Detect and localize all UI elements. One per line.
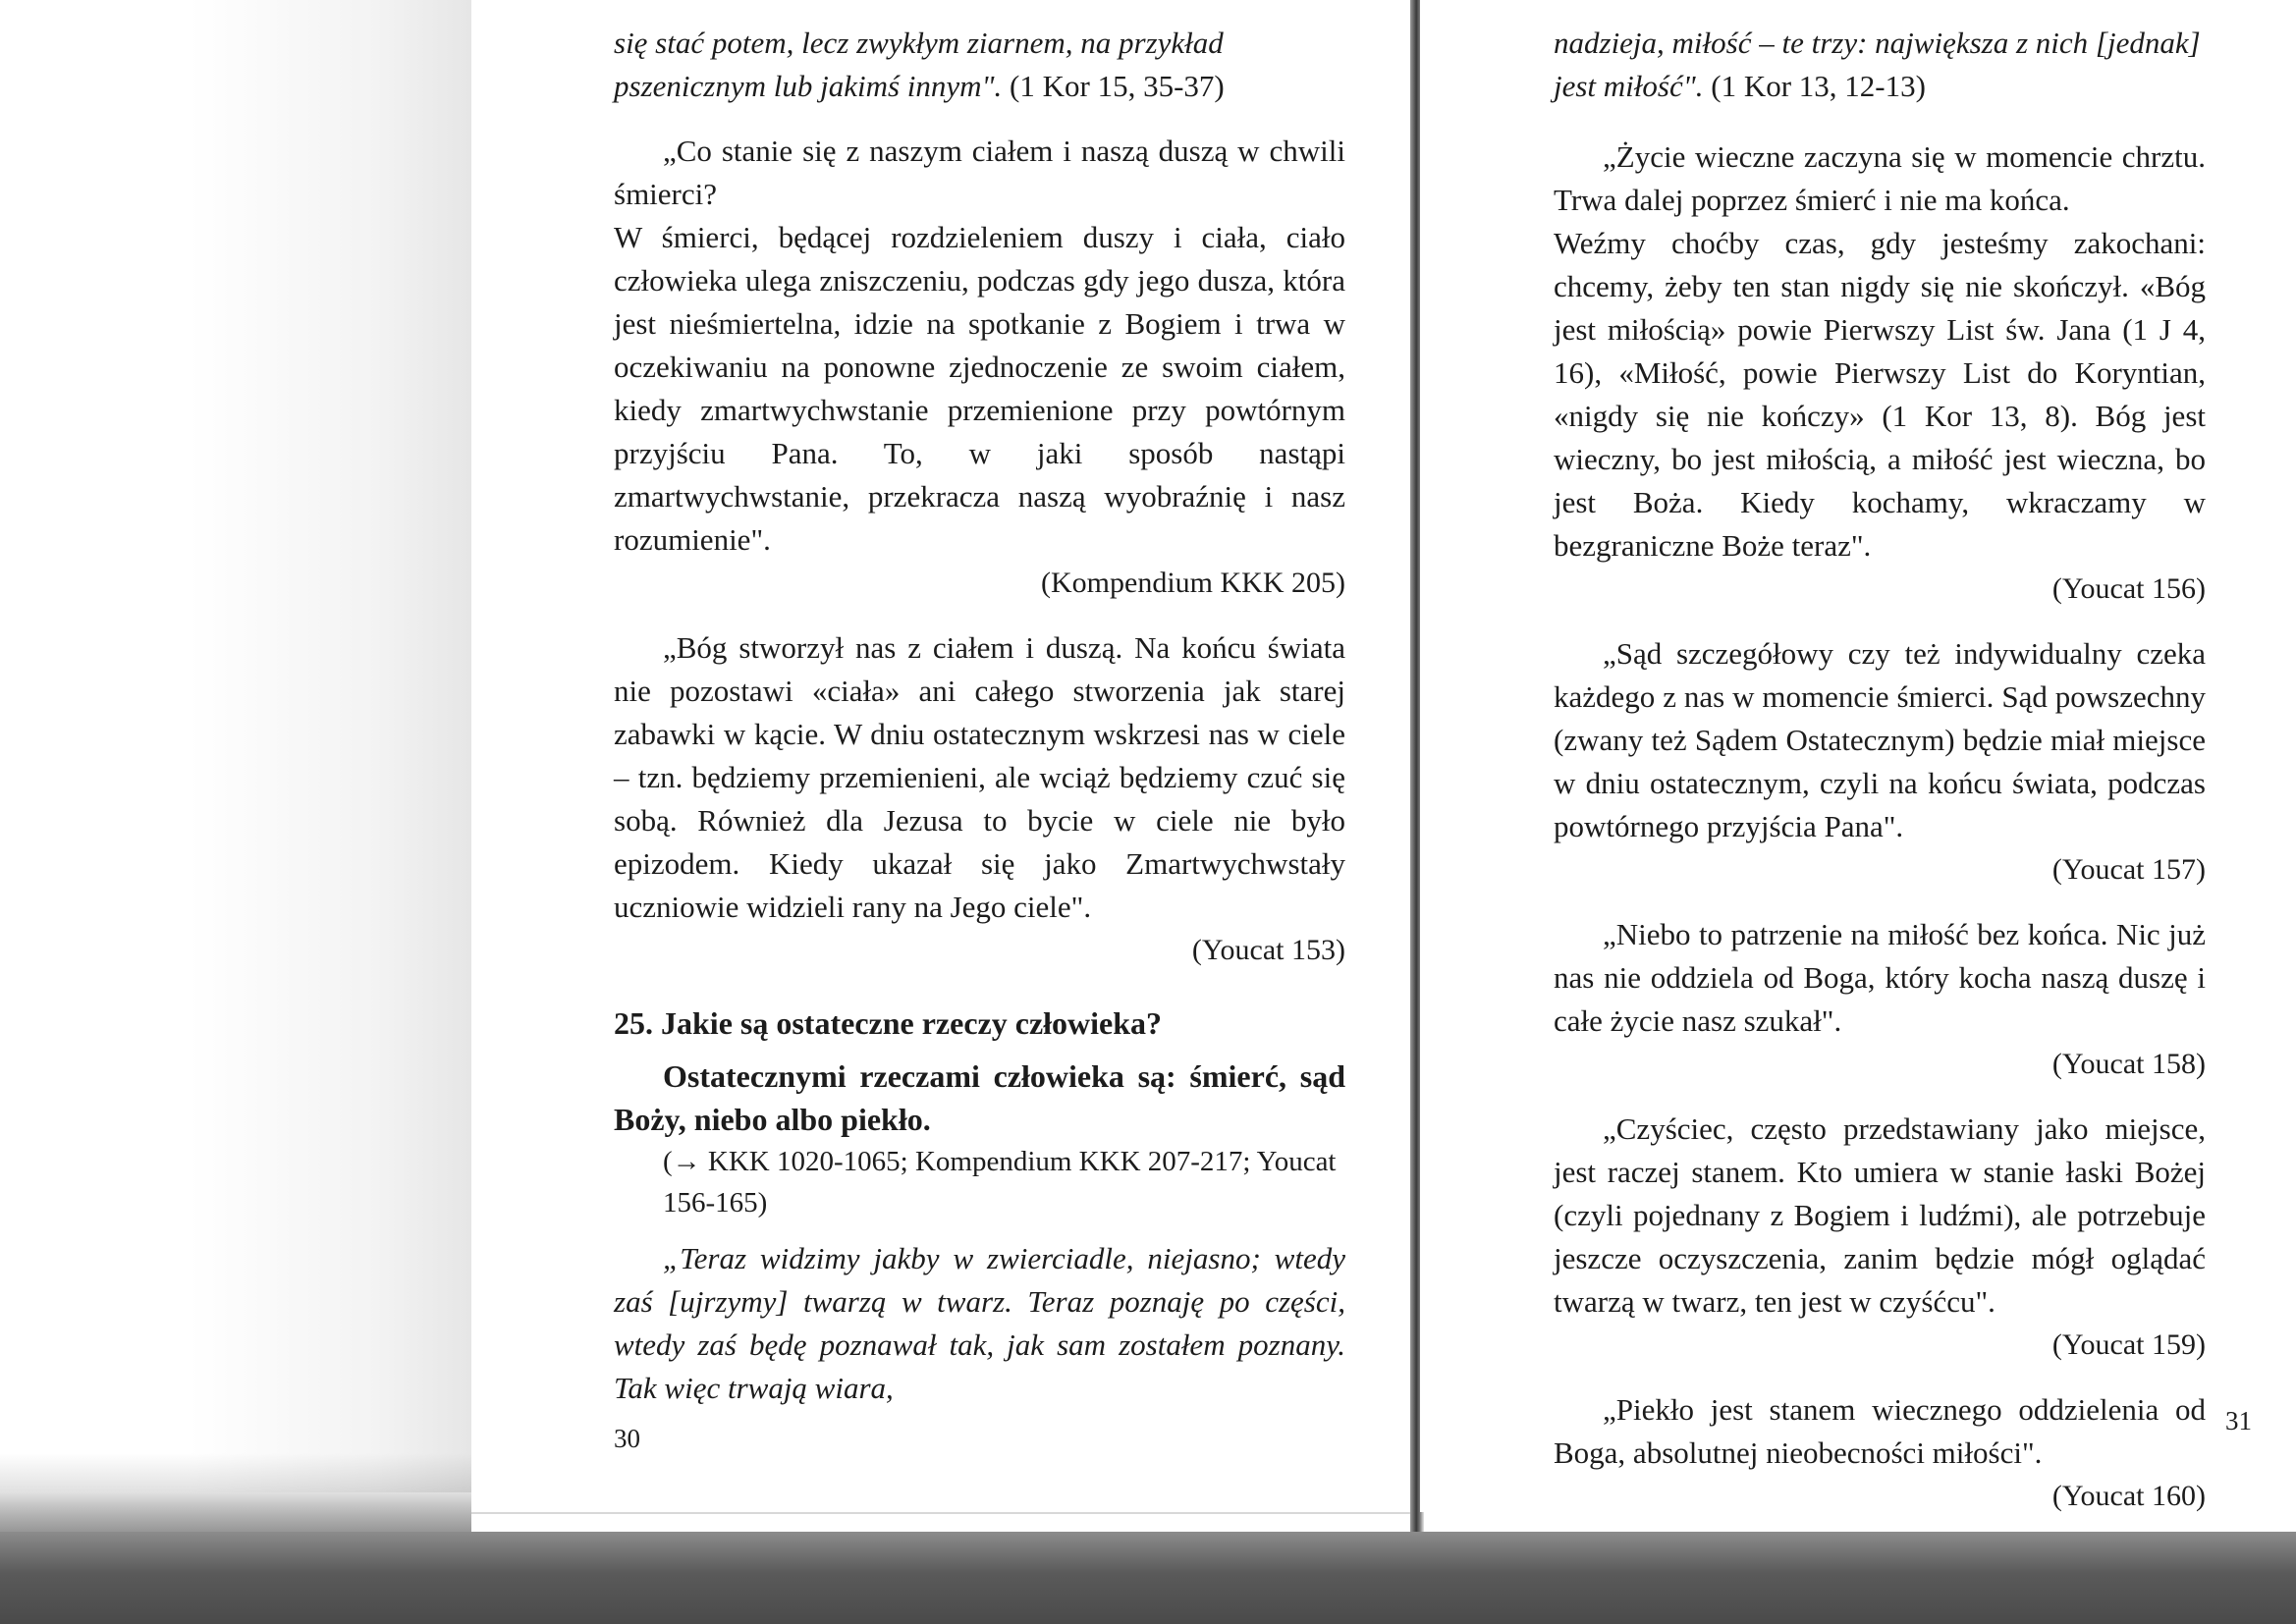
scan-shadow	[0, 1453, 471, 1532]
citation-youcat-159: (Youcat 159)	[2051, 1328, 2206, 1361]
citation-youcat-153: (Youcat 153)	[1191, 934, 1345, 966]
citation-youcat-160: (Youcat 160)	[2051, 1480, 2206, 1512]
bible-quote-1-kor-13: „Teraz widzimy jakby w zwierciadle, niejasno; wtedy zaś [ujrzymy] twarzą w twarz. Teraz poznaję po części, wtedy zaś będę poznawał tak, jak sam zostałem poznany. Tak więc trwają wiara,	[614, 1241, 1345, 1405]
paragraph-judgment: „Sąd szczegółowy czy też indywidualny czeka każdego z nas w momencie śmierci. Sąd powszechny (zwany też Sądem Ostatecznym) będzie miał miejsce w dniu ostatecznym, czyli na końcu świata, podczas powtórnego przyjścia Pana".	[1554, 636, 2206, 843]
right-text-column	[1554, 22, 2206, 1512]
paragraph-youcat-153: „Bóg stworzył nas z ciałem i duszą. Na końcu świata nie pozostawi «ciała» ani całego stworzenia jak starej zabawki w kącie. W dniu ostatecznym wskrzesi nas w ciele – tzn. będziemy przemienieni, ale wciąż będziemy czuć się sobą. Również dla Jezusa to bycie w ciele nie było epizodem. Kiedy ukazał się jako Zmartwychwstały uczniowie widzieli rany na Jego ciele".	[614, 630, 1345, 924]
quote-reference: (1 Kor 13, 12-13)	[1703, 69, 1926, 103]
paragraph-question-soul: „Co stanie się z naszym ciałem i naszą duszą w chwili śmierci?	[614, 134, 1345, 211]
cross-references: (→ KKK 1020-1065; Kompendium KKK 207-217; Youcat 156-165)	[663, 1146, 1337, 1218]
page-number-left: 30	[614, 1424, 640, 1453]
paragraph-death-explanation: W śmierci, będącej rozdzieleniem duszy i ciała, ciało człowieka ulega zniszczeniu, podczas gdy jego dusza, która jest nieśmiertelna, idzie na spotkanie z Bogiem i trwa w oczekiwaniu na ponowne zjednoczenie ze swoim ciałem, kiedy zmartwychwstanie przemienione przy powtórnym przyjściu Pana. To, w jaki sposób nastąpi zmartwychwstanie, przekracza naszą wyobraźnię i nasz rozumienie".	[614, 220, 1345, 557]
quote-reference: (1 Kor 15, 35-37)	[1002, 69, 1225, 103]
citation-youcat-157: (Youcat 157)	[2051, 853, 2206, 886]
paragraph-hell: „Piekło jest stanem wiecznego oddzielenia od Boga, absolutnej nieobecności miłości".	[1554, 1392, 2206, 1470]
bible-quote-continuation	[614, 22, 1345, 108]
citation-youcat-156: (Youcat 156)	[2051, 572, 2206, 605]
scan-left-margin	[0, 0, 471, 1624]
bible-quote-end	[1554, 22, 2206, 108]
page-left	[471, 0, 1414, 1514]
scan-bottom-edge	[0, 1532, 2296, 1624]
citation-kompendium-205: (Kompendium KKK 205)	[1041, 567, 1345, 599]
section-answer-25: Ostatecznymi rzeczami człowieka są: śmierć, sąd Boży, niebo albo piekło.	[614, 1058, 1345, 1137]
section-question-25: 25. Jakie są ostateczne rzeczy człowieka?	[614, 1005, 1163, 1041]
paragraph-purgatory: „Czyściec, często przedstawiany jako miejsce, jest raczej stanem. Kto umiera w stanie łaski Bożej (czyli pojednany z Bogiem i ludźmi), ale potrzebuje jeszcze oczyszczenia, zanim będzie mógł oglądać twarzą w twarz, ten jest w czyśćcu".	[1554, 1111, 2206, 1319]
page-right	[1420, 0, 2296, 1512]
paragraph-love-eternal: Weźmy choćby czas, gdy jesteśmy zakochani: chcemy, żeby ten stan nigdy się nie skończył. «Bóg jest miłością» powie Pierwszy List św. Jana (1 J 4, 16), «Miłość, powie Pierwszy List do Koryntian, «nigdy się nie kończy» (1 Kor 13, 8). Bóg jest wieczny, bo jest miłością, a miłość jest wieczna, bo jest Boża. Kiedy kochamy, wkraczamy w bezgraniczne Boże teraz".	[1554, 226, 2206, 563]
paragraph-eternal-life: „Życie wieczne zaczyna się w momencie chrztu. Trwa dalej poprzez śmierć i nie ma końca.	[1554, 139, 2206, 217]
left-text-column	[614, 22, 1345, 1410]
citation-youcat-158: (Youcat 158)	[2051, 1048, 2206, 1080]
page-number-right: 31	[2225, 1406, 2252, 1435]
quote-italic-text: się stać potem, lecz zwykłym ziarnem, na przykład pszenicznym lub jakimś innym".	[614, 26, 1224, 103]
quote-italic-text: nadzieja, miłość – te trzy: największa z nich [jednak] jest miłość".	[1554, 26, 2201, 103]
paragraph-heaven: „Niebo to patrzenie na miłość bez końca. Nic już nas nie oddziela od Boga, który kocha naszą duszę i całe życie nasz szukał".	[1554, 917, 2206, 1038]
